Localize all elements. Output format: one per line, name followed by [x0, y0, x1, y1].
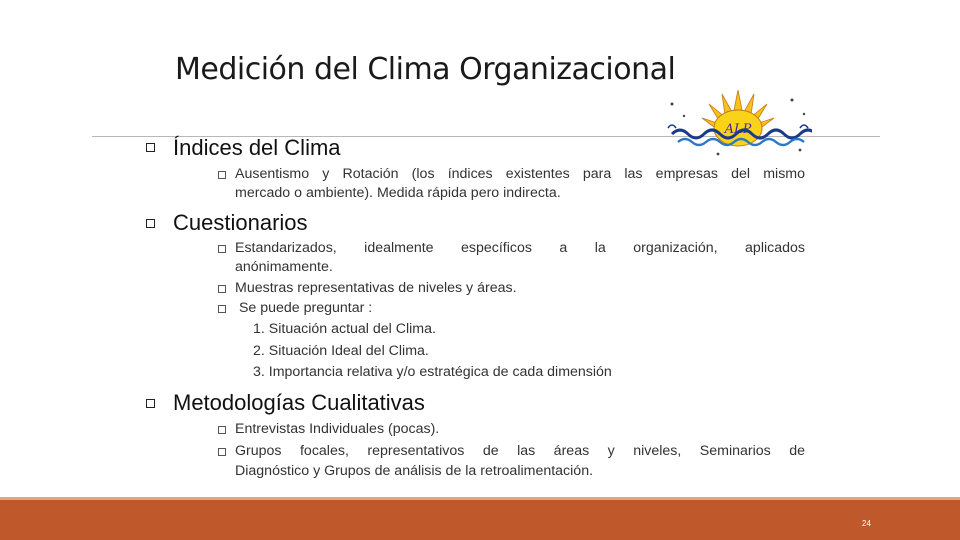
item-bullet [218, 171, 226, 179]
item-text: mercado o ambiente). Medida rápida pero indirecta. [235, 185, 561, 201]
section-bullet [146, 219, 155, 228]
logo-text: ALP [724, 122, 752, 137]
section-heading-metodologias: Metodologías Cualitativas [173, 390, 425, 415]
sun-waves-logo-icon [664, 88, 812, 158]
numbered-item: 1. Situación actual del Clima. [253, 321, 436, 337]
section-heading-indices: Índices del Clima [173, 135, 341, 160]
item-text: Ausentismo y Rotación (los índices existentes para las empresas del mismo [235, 166, 805, 182]
page-number: 24 [862, 519, 871, 528]
item-text: Grupos focales, representativos de las áreas y niveles, Seminarios de [235, 443, 805, 459]
item-text: Estandarizados, idealmente específicos a la organización, aplicados [235, 240, 805, 256]
section-bullet [146, 399, 155, 408]
numbered-item: 2. Situación Ideal del Clima. [253, 343, 429, 359]
section-heading-cuestionarios: Cuestionarios [173, 210, 308, 235]
item-bullet [218, 448, 226, 456]
numbered-item: 3. Importancia relativa y/o estratégica de cada dimensión [253, 364, 612, 380]
item-bullet [218, 426, 226, 434]
item-bullet [218, 305, 226, 313]
item-text: Entrevistas Individuales (pocas). [235, 421, 440, 437]
item-text: Se puede preguntar : [235, 300, 373, 316]
item-text: Muestras representativas de niveles y áreas. [235, 280, 517, 296]
item-bullet [218, 285, 226, 293]
item-text: Diagnóstico y Grupos de análisis de la retroalimentación. [235, 463, 594, 479]
item-bullet [218, 245, 226, 253]
item-text: anónimamente. [235, 259, 333, 275]
slide-title: Medición del Clima Organizacional [175, 52, 676, 87]
section-bullet [146, 143, 155, 152]
footer-bar [0, 500, 960, 540]
